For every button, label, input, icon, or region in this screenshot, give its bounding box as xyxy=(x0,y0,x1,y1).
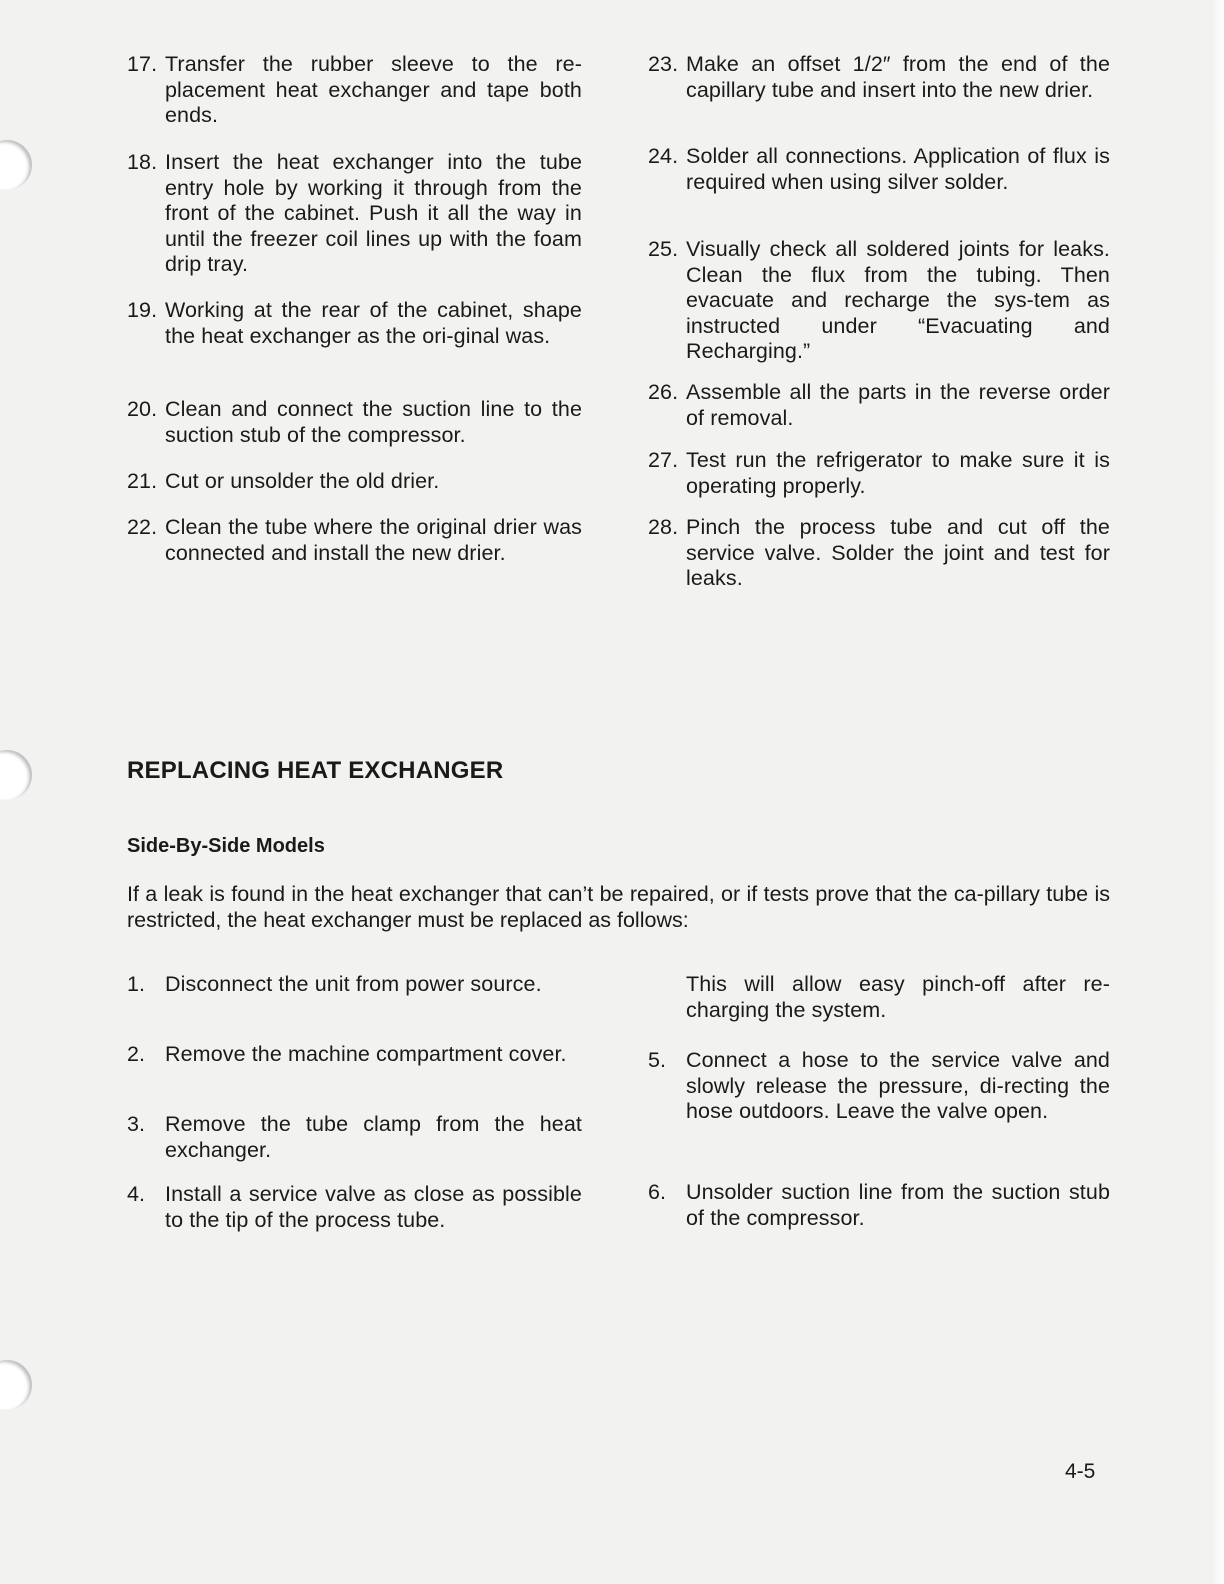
step-number: 19. xyxy=(127,298,158,322)
step-text: Unsolder suction line from the suction stub of the compressor. xyxy=(686,1180,1110,1230)
step-text: Install a service valve as close as possible to the tip of the process tube. xyxy=(165,1182,582,1232)
step-3 xyxy=(127,1112,582,1163)
step-number: 5. xyxy=(648,1048,667,1072)
step-number: 23. xyxy=(648,52,679,76)
step-1 xyxy=(127,972,582,998)
step-text: Clean and connect the suction line to the suction stub of the compressor. xyxy=(165,397,582,447)
step-28 xyxy=(648,515,1110,592)
section-intro: If a leak is found in the heat exchanger that can’t be repaired, or if tests prove that the ca-pillary tube is restricted, the heat exchanger must be replaced as follows: xyxy=(127,882,1110,932)
step-18 xyxy=(127,150,582,278)
step-number: 28. xyxy=(648,515,679,539)
step-text: Solder all connections. Application of flux is required when using silver solder. xyxy=(686,144,1110,194)
step-20 xyxy=(127,397,582,448)
step-5 xyxy=(648,1048,1110,1125)
step-2 xyxy=(127,1042,582,1068)
step-number: 3. xyxy=(127,1112,146,1136)
page-number: 4-5 xyxy=(1065,1460,1096,1483)
step-number: 17. xyxy=(127,52,158,76)
section-heading: REPLACING HEAT EXCHANGER xyxy=(127,757,504,784)
step-22 xyxy=(127,515,582,566)
step-text: Transfer the rubber sleeve to the re-placement heat exchanger and tape both ends. xyxy=(165,52,582,127)
step-text: Remove the tube clamp from the heat exchanger. xyxy=(165,1112,582,1162)
binder-hole xyxy=(0,140,32,190)
step-number: 25. xyxy=(648,237,679,261)
step-number: 26. xyxy=(648,380,679,404)
step-number: 2. xyxy=(127,1042,146,1066)
step-text: Test run the refrigerator to make sure it is operating properly. xyxy=(686,448,1110,498)
step-text: Disconnect the unit from power source. xyxy=(165,972,542,996)
step-23 xyxy=(648,52,1110,103)
step-25 xyxy=(648,237,1110,365)
step-6 xyxy=(648,1180,1110,1231)
step-number: 22. xyxy=(127,515,158,539)
step-number: 21. xyxy=(127,469,158,493)
step-21 xyxy=(127,469,582,495)
step-text: Pinch the process tube and cut off the service valve. Solder the joint and test for leaks. xyxy=(686,515,1110,590)
step-text: Remove the machine compartment cover. xyxy=(165,1042,567,1066)
step-number: 27. xyxy=(648,448,679,472)
step-4-continuation: This will allow easy pinch-off after re-charging the system. xyxy=(686,972,1110,1022)
page-edge xyxy=(1212,0,1224,1584)
section-subheading: Side-By-Side Models xyxy=(127,835,325,857)
step-text: Clean the tube where the original drier was connected and install the new drier. xyxy=(165,515,582,565)
step-17 xyxy=(127,52,582,129)
step-text: Visually check all soldered joints for leaks. Clean the flux from the tubing. Then evacuate and recharge the sys-tem as instructed under “Evacuating and Recharging.” xyxy=(686,237,1110,363)
step-number: 6. xyxy=(648,1180,667,1204)
binder-hole xyxy=(0,1360,32,1410)
step-number: 1. xyxy=(127,972,146,996)
step-number: 4. xyxy=(127,1182,146,1206)
step-text: Cut or unsolder the old drier. xyxy=(165,469,440,493)
step-text: Assemble all the parts in the reverse order of removal. xyxy=(686,380,1110,430)
step-24 xyxy=(648,144,1110,195)
step-number: 20. xyxy=(127,397,158,421)
step-27 xyxy=(648,448,1110,499)
step-number: 18. xyxy=(127,150,158,174)
step-26 xyxy=(648,380,1110,431)
step-number: 24. xyxy=(648,144,679,168)
step-text: Working at the rear of the cabinet, shape the heat exchanger as the ori-ginal was. xyxy=(165,298,582,348)
step-text: Insert the heat exchanger into the tube entry hole by working it through from the front of the cabinet. Push it all the way in until the freezer coil lines up with the foam drip tray. xyxy=(165,150,582,276)
step-text: Make an offset 1/2″ from the end of the capillary tube and insert into the new drier. xyxy=(686,52,1110,102)
step-19 xyxy=(127,298,582,349)
step-4 xyxy=(127,1182,582,1233)
step-text: Connect a hose to the service valve and slowly release the pressure, di-recting the hose outdoors. Leave the valve open. xyxy=(686,1048,1110,1123)
binder-hole xyxy=(0,750,32,800)
